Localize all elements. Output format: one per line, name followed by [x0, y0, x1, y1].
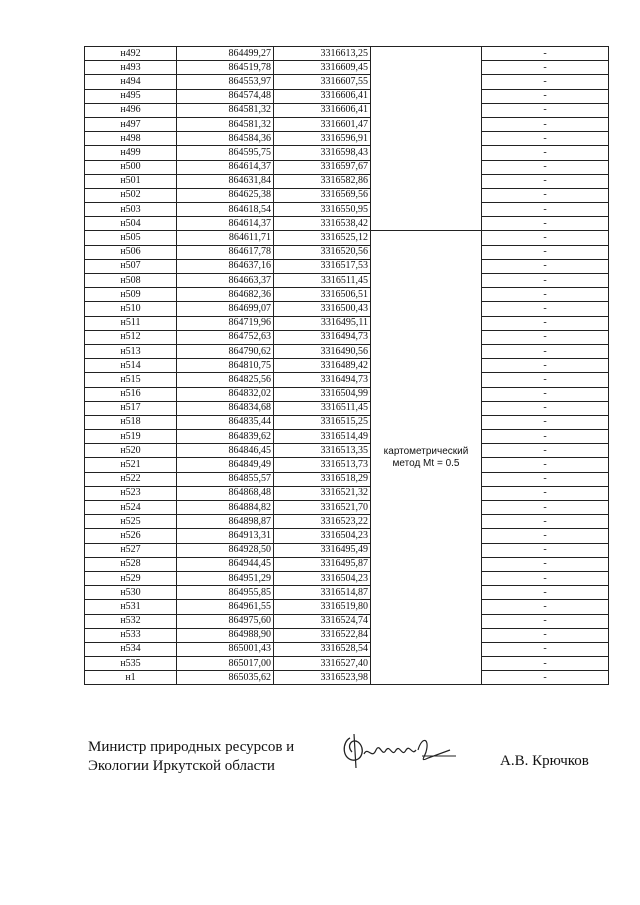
y-coordinate-cell: 3316523,22 — [274, 515, 371, 529]
method-note-cell: картометрический метод Mt = 0.5 — [371, 231, 482, 685]
point-name-cell: н531 — [85, 600, 177, 614]
table-row — [85, 302, 609, 316]
point-name-cell: н512 — [85, 330, 177, 344]
y-coordinate-cell: 3316524,74 — [274, 614, 371, 628]
x-coordinate-cell: 864581,32 — [177, 117, 274, 131]
table-row — [85, 486, 609, 500]
handwritten-signature — [338, 728, 458, 774]
table-row — [85, 387, 609, 401]
extra-cell: - — [482, 529, 609, 543]
point-name-cell: н503 — [85, 203, 177, 217]
y-coordinate-cell: 3316550,95 — [274, 203, 371, 217]
table-row — [85, 642, 609, 656]
x-coordinate-cell: 865035,62 — [177, 671, 274, 685]
y-coordinate-cell: 3316514,49 — [274, 430, 371, 444]
extra-cell: - — [482, 203, 609, 217]
x-coordinate-cell: 864849,49 — [177, 458, 274, 472]
extra-cell: - — [482, 501, 609, 515]
extra-cell: - — [482, 259, 609, 273]
table-row — [85, 472, 609, 486]
y-coordinate-cell: 3316520,56 — [274, 245, 371, 259]
table-row — [85, 132, 609, 146]
minister-title-line2: Экологии Иркутской области — [88, 758, 275, 774]
point-name-cell: н527 — [85, 543, 177, 557]
table-row — [85, 259, 609, 273]
x-coordinate-cell: 865001,43 — [177, 642, 274, 656]
extra-cell: - — [482, 401, 609, 415]
extra-cell: - — [482, 188, 609, 202]
point-name-cell: н492 — [85, 47, 177, 61]
point-name-cell: н502 — [85, 188, 177, 202]
point-name-cell: н534 — [85, 642, 177, 656]
table-row — [85, 146, 609, 160]
extra-cell: - — [482, 160, 609, 174]
table-row — [85, 600, 609, 614]
point-name-cell: н520 — [85, 444, 177, 458]
extra-cell: - — [482, 387, 609, 401]
table-row — [85, 614, 609, 628]
point-name-cell: н501 — [85, 174, 177, 188]
x-coordinate-cell: 864790,62 — [177, 344, 274, 358]
point-name-cell: н524 — [85, 501, 177, 515]
y-coordinate-cell: 3316606,41 — [274, 89, 371, 103]
table-row — [85, 671, 609, 685]
table-row — [85, 288, 609, 302]
y-coordinate-cell: 3316582,86 — [274, 174, 371, 188]
extra-cell: - — [482, 146, 609, 160]
table-row — [85, 103, 609, 117]
extra-cell: - — [482, 330, 609, 344]
x-coordinate-cell: 864499,27 — [177, 47, 274, 61]
extra-cell: - — [482, 614, 609, 628]
y-coordinate-cell: 3316511,45 — [274, 274, 371, 288]
y-coordinate-cell: 3316495,11 — [274, 316, 371, 330]
y-coordinate-cell: 3316514,87 — [274, 586, 371, 600]
x-coordinate-cell: 864611,71 — [177, 231, 274, 245]
point-name-cell: н535 — [85, 657, 177, 671]
x-coordinate-cell: 864553,97 — [177, 75, 274, 89]
extra-cell: - — [482, 359, 609, 373]
x-coordinate-cell: 864584,36 — [177, 132, 274, 146]
table-row — [85, 543, 609, 557]
extra-cell: - — [482, 515, 609, 529]
table-row — [85, 571, 609, 585]
y-coordinate-cell: 3316517,53 — [274, 259, 371, 273]
table-row — [85, 203, 609, 217]
x-coordinate-cell: 864913,31 — [177, 529, 274, 543]
x-coordinate-cell: 865017,00 — [177, 657, 274, 671]
point-name-cell: н506 — [85, 245, 177, 259]
point-name-cell: н523 — [85, 486, 177, 500]
x-coordinate-cell: 864574,48 — [177, 89, 274, 103]
extra-cell: - — [482, 458, 609, 472]
table-row — [85, 515, 609, 529]
y-coordinate-cell: 3316494,73 — [274, 373, 371, 387]
table-row — [85, 61, 609, 75]
y-coordinate-cell: 3316506,51 — [274, 288, 371, 302]
point-name-cell: н529 — [85, 571, 177, 585]
x-coordinate-cell: 864810,75 — [177, 359, 274, 373]
table-row — [85, 117, 609, 131]
y-coordinate-cell: 3316513,35 — [274, 444, 371, 458]
point-name-cell: н516 — [85, 387, 177, 401]
extra-cell: - — [482, 430, 609, 444]
table-row — [85, 628, 609, 642]
x-coordinate-cell: 864835,44 — [177, 415, 274, 429]
extra-cell: - — [482, 217, 609, 231]
extra-cell: - — [482, 415, 609, 429]
extra-cell: - — [482, 444, 609, 458]
point-name-cell: н526 — [85, 529, 177, 543]
point-name-cell: н525 — [85, 515, 177, 529]
point-name-cell: н495 — [85, 89, 177, 103]
coordinates-table — [84, 46, 609, 685]
extra-cell: - — [482, 132, 609, 146]
table-row — [85, 274, 609, 288]
x-coordinate-cell: 864832,02 — [177, 387, 274, 401]
table-row — [85, 401, 609, 415]
table-row — [85, 557, 609, 571]
point-name-cell: н522 — [85, 472, 177, 486]
extra-cell: - — [482, 47, 609, 61]
extra-cell: - — [482, 288, 609, 302]
y-coordinate-cell: 3316521,70 — [274, 501, 371, 515]
extra-cell: - — [482, 344, 609, 358]
extra-cell: - — [482, 671, 609, 685]
x-coordinate-cell: 864951,29 — [177, 571, 274, 585]
extra-cell: - — [482, 373, 609, 387]
point-name-cell: н518 — [85, 415, 177, 429]
x-coordinate-cell: 864955,85 — [177, 586, 274, 600]
x-coordinate-cell: 864839,62 — [177, 430, 274, 444]
extra-cell: - — [482, 557, 609, 571]
y-coordinate-cell: 3316518,29 — [274, 472, 371, 486]
x-coordinate-cell: 864625,38 — [177, 188, 274, 202]
point-name-cell: н1 — [85, 671, 177, 685]
point-name-cell: н494 — [85, 75, 177, 89]
extra-cell: - — [482, 472, 609, 486]
x-coordinate-cell: 864855,57 — [177, 472, 274, 486]
x-coordinate-cell: 864834,68 — [177, 401, 274, 415]
method-cell-empty — [371, 47, 482, 231]
x-coordinate-cell: 864884,82 — [177, 501, 274, 515]
y-coordinate-cell: 3316522,84 — [274, 628, 371, 642]
point-name-cell: н509 — [85, 288, 177, 302]
table-row — [85, 245, 609, 259]
signer-name: А.В. Крючков — [500, 753, 589, 769]
table-row — [85, 217, 609, 231]
table-row — [85, 174, 609, 188]
y-coordinate-cell: 3316607,55 — [274, 75, 371, 89]
extra-cell: - — [482, 274, 609, 288]
table-row — [85, 373, 609, 387]
point-name-cell: н493 — [85, 61, 177, 75]
x-coordinate-cell: 864519,78 — [177, 61, 274, 75]
extra-cell: - — [482, 75, 609, 89]
y-coordinate-cell: 3316598,43 — [274, 146, 371, 160]
y-coordinate-cell: 3316495,87 — [274, 557, 371, 571]
extra-cell: - — [482, 486, 609, 500]
x-coordinate-cell: 864663,37 — [177, 274, 274, 288]
point-name-cell: н500 — [85, 160, 177, 174]
extra-cell: - — [482, 117, 609, 131]
y-coordinate-cell: 3316601,47 — [274, 117, 371, 131]
y-coordinate-cell: 3316504,23 — [274, 529, 371, 543]
point-name-cell: н508 — [85, 274, 177, 288]
point-name-cell: н497 — [85, 117, 177, 131]
table-row — [85, 359, 609, 373]
y-coordinate-cell: 3316494,73 — [274, 330, 371, 344]
table-row — [85, 529, 609, 543]
point-name-cell: н504 — [85, 217, 177, 231]
x-coordinate-cell: 864617,78 — [177, 245, 274, 259]
point-name-cell: н498 — [85, 132, 177, 146]
extra-cell: - — [482, 316, 609, 330]
x-coordinate-cell: 864595,75 — [177, 146, 274, 160]
x-coordinate-cell: 864846,45 — [177, 444, 274, 458]
minister-title — [88, 738, 294, 776]
extra-cell: - — [482, 657, 609, 671]
y-coordinate-cell: 3316511,45 — [274, 401, 371, 415]
table-row — [85, 586, 609, 600]
y-coordinate-cell: 3316500,43 — [274, 302, 371, 316]
x-coordinate-cell: 864719,96 — [177, 316, 274, 330]
table-row — [85, 330, 609, 344]
y-coordinate-cell: 3316521,32 — [274, 486, 371, 500]
y-coordinate-cell: 3316523,98 — [274, 671, 371, 685]
x-coordinate-cell: 864975,60 — [177, 614, 274, 628]
point-name-cell: н507 — [85, 259, 177, 273]
x-coordinate-cell: 864581,32 — [177, 103, 274, 117]
y-coordinate-cell: 3316489,42 — [274, 359, 371, 373]
x-coordinate-cell: 864682,36 — [177, 288, 274, 302]
table-row — [85, 160, 609, 174]
point-name-cell: н513 — [85, 344, 177, 358]
y-coordinate-cell: 3316596,91 — [274, 132, 371, 146]
extra-cell: - — [482, 628, 609, 642]
extra-cell: - — [482, 61, 609, 75]
point-name-cell: н517 — [85, 401, 177, 415]
point-name-cell: н532 — [85, 614, 177, 628]
extra-cell: - — [482, 586, 609, 600]
minister-title-line1: Министр природных ресурсов и — [88, 739, 295, 755]
table-row — [85, 657, 609, 671]
y-coordinate-cell: 3316504,23 — [274, 571, 371, 585]
y-coordinate-cell: 3316527,40 — [274, 657, 371, 671]
x-coordinate-cell: 864699,07 — [177, 302, 274, 316]
x-coordinate-cell: 864825,56 — [177, 373, 274, 387]
x-coordinate-cell: 864988,90 — [177, 628, 274, 642]
x-coordinate-cell: 864618,54 — [177, 203, 274, 217]
point-name-cell: н519 — [85, 430, 177, 444]
y-coordinate-cell: 3316495,49 — [274, 543, 371, 557]
table-row — [85, 344, 609, 358]
y-coordinate-cell: 3316538,42 — [274, 217, 371, 231]
extra-cell: - — [482, 231, 609, 245]
x-coordinate-cell: 864928,50 — [177, 543, 274, 557]
extra-cell: - — [482, 642, 609, 656]
table-row — [85, 415, 609, 429]
x-coordinate-cell: 864631,84 — [177, 174, 274, 188]
y-coordinate-cell: 3316525,12 — [274, 231, 371, 245]
extra-cell: - — [482, 103, 609, 117]
point-name-cell: н499 — [85, 146, 177, 160]
y-coordinate-cell: 3316528,54 — [274, 642, 371, 656]
y-coordinate-cell: 3316613,25 — [274, 47, 371, 61]
extra-cell: - — [482, 302, 609, 316]
point-name-cell: н505 — [85, 231, 177, 245]
x-coordinate-cell: 864637,16 — [177, 259, 274, 273]
y-coordinate-cell: 3316569,56 — [274, 188, 371, 202]
table-row — [85, 47, 609, 61]
table-row — [85, 188, 609, 202]
point-name-cell: н496 — [85, 103, 177, 117]
point-name-cell: н510 — [85, 302, 177, 316]
extra-cell: - — [482, 174, 609, 188]
table-row — [85, 231, 609, 245]
y-coordinate-cell: 3316490,56 — [274, 344, 371, 358]
x-coordinate-cell: 864961,55 — [177, 600, 274, 614]
point-name-cell: н521 — [85, 458, 177, 472]
point-name-cell: н515 — [85, 373, 177, 387]
point-name-cell: н514 — [85, 359, 177, 373]
table-row — [85, 316, 609, 330]
y-coordinate-cell: 3316609,45 — [274, 61, 371, 75]
extra-cell: - — [482, 245, 609, 259]
point-name-cell: н533 — [85, 628, 177, 642]
y-coordinate-cell: 3316519,80 — [274, 600, 371, 614]
x-coordinate-cell: 864614,37 — [177, 217, 274, 231]
table-row — [85, 430, 609, 444]
extra-cell: - — [482, 89, 609, 103]
x-coordinate-cell: 864868,48 — [177, 486, 274, 500]
table-row — [85, 501, 609, 515]
extra-cell: - — [482, 571, 609, 585]
y-coordinate-cell: 3316513,73 — [274, 458, 371, 472]
table-row — [85, 444, 609, 458]
x-coordinate-cell: 864944,45 — [177, 557, 274, 571]
y-coordinate-cell: 3316597,67 — [274, 160, 371, 174]
point-name-cell: н530 — [85, 586, 177, 600]
extra-cell: - — [482, 600, 609, 614]
y-coordinate-cell: 3316606,41 — [274, 103, 371, 117]
y-coordinate-cell: 3316515,25 — [274, 415, 371, 429]
point-name-cell: н528 — [85, 557, 177, 571]
x-coordinate-cell: 864614,37 — [177, 160, 274, 174]
point-name-cell: н511 — [85, 316, 177, 330]
x-coordinate-cell: 864752,63 — [177, 330, 274, 344]
coordinates-table-body — [85, 47, 609, 685]
table-row — [85, 75, 609, 89]
table-row — [85, 89, 609, 103]
table-row — [85, 458, 609, 472]
y-coordinate-cell: 3316504,99 — [274, 387, 371, 401]
extra-cell: - — [482, 543, 609, 557]
x-coordinate-cell: 864898,87 — [177, 515, 274, 529]
